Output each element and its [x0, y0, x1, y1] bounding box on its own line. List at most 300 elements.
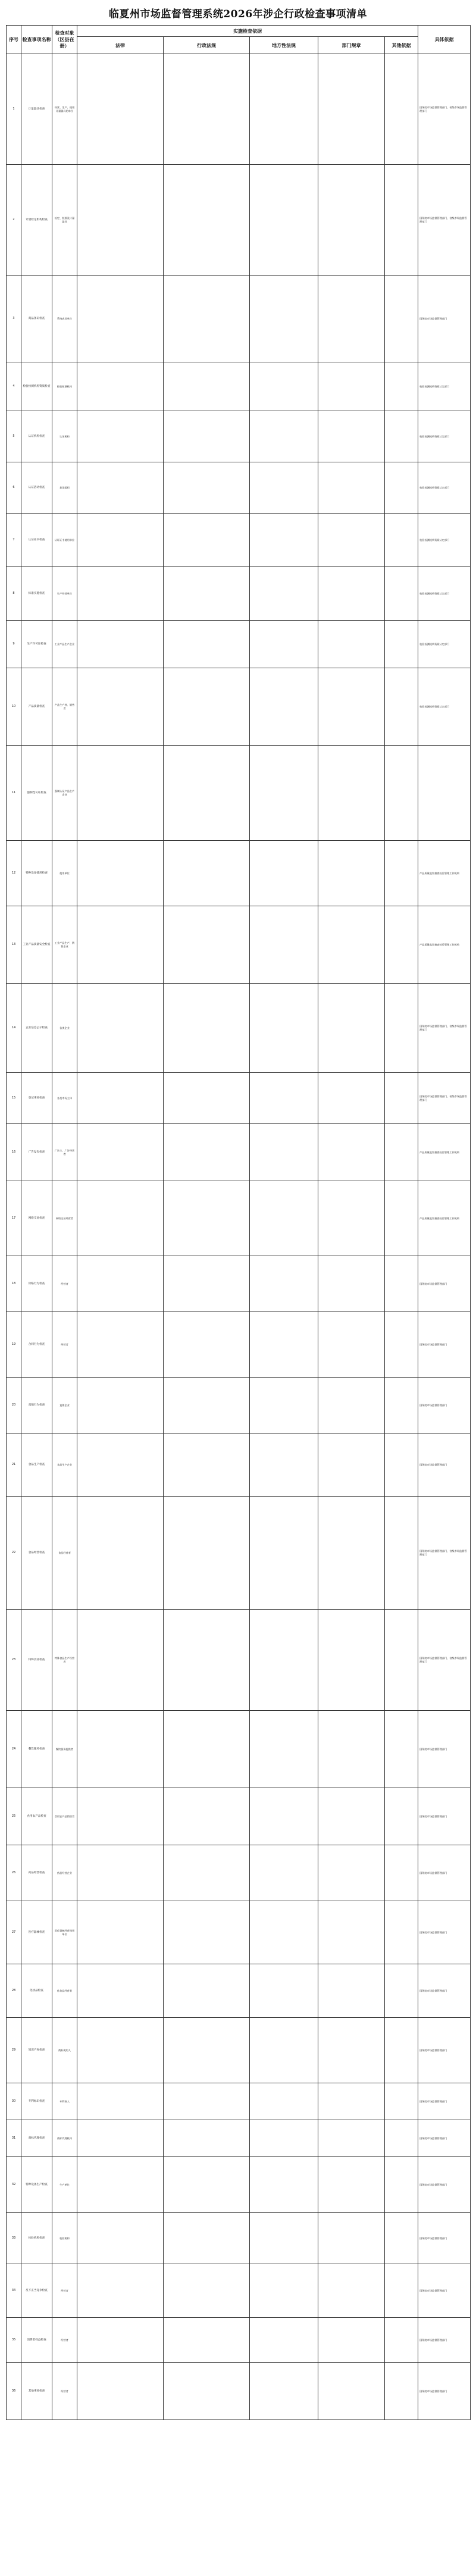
row-specific-basis: 国务院市场监督管理部门、省级市场监督管理部门	[418, 1073, 471, 1124]
row-number: 36	[7, 2363, 21, 2420]
row-admin-regulation	[164, 514, 250, 567]
row-local-regulation	[250, 1497, 318, 1610]
table-row	[7, 1073, 471, 1124]
document-title: 临夏州市场监督管理系统2026年涉企行政检查事项清单	[108, 8, 368, 20]
row-item-name: 消费者权益检查	[21, 2318, 52, 2363]
row-other-basis	[385, 1845, 418, 1901]
row-object-type: 获证组织	[52, 462, 77, 514]
row-dept-rule	[318, 1433, 385, 1497]
row-number: 12	[7, 841, 21, 906]
row-local-regulation	[250, 1124, 318, 1181]
row-object-type: 使用单位	[52, 841, 77, 906]
row-other-basis	[385, 514, 418, 567]
row-law-basis	[77, 1073, 164, 1124]
row-local-regulation	[250, 1788, 318, 1845]
row-local-regulation	[250, 1312, 318, 1378]
table-row	[7, 2363, 471, 2420]
row-admin-regulation	[164, 567, 250, 621]
row-admin-regulation	[164, 54, 250, 165]
row-item-name: 知识产权检查	[21, 2018, 52, 2083]
row-dept-rule	[318, 276, 385, 362]
row-local-regulation	[250, 1711, 318, 1788]
table-row	[7, 906, 471, 984]
row-object-type: 检验检测机构	[52, 362, 77, 411]
row-law-basis	[77, 1788, 164, 1845]
row-object-type: 系统成员单位	[52, 276, 77, 362]
row-item-name: 产品质量检查	[21, 668, 52, 746]
row-law-basis	[77, 2083, 164, 2120]
row-law-basis	[77, 362, 164, 411]
row-law-basis	[77, 2363, 164, 2420]
header-admin: 行政法规	[164, 37, 250, 54]
row-item-name: 特种设备使用检查	[21, 841, 52, 906]
row-local-regulation	[250, 2213, 318, 2264]
row-admin-regulation	[164, 2318, 250, 2363]
table-row	[7, 1124, 471, 1181]
row-item-name: 价格行为检查	[21, 1256, 52, 1312]
row-object-type: 经营者	[52, 2264, 77, 2318]
header-basis: 法律	[77, 37, 164, 54]
row-item-name: 生产许可证检查	[21, 621, 52, 668]
row-object-type: 商标代理机构	[52, 2120, 77, 2157]
header-type: 检查对象（区县在册）	[52, 26, 77, 54]
table-row	[7, 2120, 471, 2157]
table-row	[7, 1845, 471, 1901]
row-law-basis	[77, 1497, 164, 1610]
row-law-basis	[77, 165, 164, 276]
row-dept-rule	[318, 1312, 385, 1378]
row-other-basis	[385, 567, 418, 621]
row-law-basis	[77, 1610, 164, 1711]
row-dept-rule	[318, 668, 385, 746]
header-dept: 部门规章	[318, 37, 385, 54]
row-local-regulation	[250, 1181, 318, 1256]
table-row	[7, 1964, 471, 2018]
header-remark: 其他依据	[385, 37, 418, 54]
row-law-basis	[77, 2318, 164, 2363]
table-row	[7, 668, 471, 746]
row-admin-regulation	[164, 1312, 250, 1378]
row-item-name: 认证机构检查	[21, 411, 52, 462]
row-other-basis	[385, 2083, 418, 2120]
row-admin-regulation	[164, 1711, 250, 1788]
table-row	[7, 2083, 471, 2120]
row-other-basis	[385, 2120, 418, 2157]
row-object-type: 产品生产者、销售者	[52, 668, 77, 746]
row-other-basis	[385, 1181, 418, 1256]
row-number: 14	[7, 984, 21, 1073]
row-other-basis	[385, 462, 418, 514]
row-admin-regulation	[164, 2363, 250, 2420]
row-dept-rule	[318, 2363, 385, 2420]
row-local-regulation	[250, 621, 318, 668]
row-law-basis	[77, 1964, 164, 2018]
row-admin-regulation	[164, 746, 250, 841]
row-other-basis	[385, 276, 418, 362]
table-row	[7, 621, 471, 668]
table-row	[7, 746, 471, 841]
row-specific-basis: 国务院市场监督管理部门	[418, 1711, 471, 1788]
row-object-type: 生产经营单位	[52, 567, 77, 621]
row-number: 31	[7, 2120, 21, 2157]
row-local-regulation	[250, 746, 318, 841]
row-local-regulation	[250, 1433, 318, 1497]
row-number: 7	[7, 514, 21, 567]
table-row	[7, 1256, 471, 1312]
row-specific-basis: 国务院市场监督管理部门	[418, 1378, 471, 1433]
row-object-type: 化妆品经营者	[52, 1964, 77, 2018]
row-specific-basis: 检验检测机构资质认定部门	[418, 567, 471, 621]
row-dept-rule	[318, 2318, 385, 2363]
row-specific-basis: 国务院市场监督管理部门	[418, 2083, 471, 2120]
row-law-basis	[77, 841, 164, 906]
row-admin-regulation	[164, 276, 250, 362]
row-other-basis	[385, 1073, 418, 1124]
row-item-name: 商标代理检查	[21, 2120, 52, 2157]
row-admin-regulation	[164, 411, 250, 462]
row-item-name: 食品经营检查	[21, 1497, 52, 1610]
row-other-basis	[385, 1312, 418, 1378]
row-other-basis	[385, 841, 418, 906]
row-item-name: 计量器具检查	[21, 54, 52, 165]
row-object-type: 工业产品生产企业	[52, 621, 77, 668]
row-law-basis	[77, 2213, 164, 2264]
row-local-regulation	[250, 984, 318, 1073]
row-law-basis	[77, 1845, 164, 1901]
row-local-regulation	[250, 906, 318, 984]
row-specific-basis: 国务院市场监督管理部门	[418, 1901, 471, 1964]
row-dept-rule	[318, 411, 385, 462]
table-row	[7, 1181, 471, 1256]
row-number: 23	[7, 1610, 21, 1711]
row-number: 26	[7, 1845, 21, 1901]
header-name: 检查事项名称	[21, 26, 52, 54]
row-local-regulation	[250, 411, 318, 462]
row-local-regulation	[250, 1901, 318, 1964]
table-row	[7, 1497, 471, 1610]
table-row	[7, 2157, 471, 2213]
row-law-basis	[77, 746, 164, 841]
row-other-basis	[385, 668, 418, 746]
row-dept-rule	[318, 1181, 385, 1256]
row-dept-rule	[318, 2157, 385, 2213]
row-object-type: 检定、校准及计量器具	[52, 165, 77, 276]
row-other-basis	[385, 1433, 418, 1497]
row-item-name: 餐饮服务检查	[21, 1711, 52, 1788]
row-local-regulation	[250, 2120, 318, 2157]
row-object-type: 商标使用人	[52, 2018, 77, 2083]
row-item-name: 标准实施检查	[21, 567, 52, 621]
row-item-name: 合同行为检查	[21, 1312, 52, 1378]
row-dept-rule	[318, 165, 385, 276]
row-object-type: 特殊食品生产经营者	[52, 1610, 77, 1711]
row-law-basis	[77, 1312, 164, 1378]
row-object-type: 认证机构	[52, 411, 77, 462]
row-other-basis	[385, 1711, 418, 1788]
row-item-name: 检验检测机构资质检查	[21, 362, 52, 411]
row-dept-rule	[318, 2120, 385, 2157]
row-number: 25	[7, 1788, 21, 1845]
row-local-regulation	[250, 1073, 318, 1124]
row-other-basis	[385, 1378, 418, 1433]
row-item-name: 特种设备生产检查	[21, 2157, 52, 2213]
table-header	[7, 26, 471, 54]
row-law-basis	[77, 906, 164, 984]
row-law-basis	[77, 621, 164, 668]
row-dept-rule	[318, 462, 385, 514]
row-dept-rule	[318, 2083, 385, 2120]
row-number: 20	[7, 1378, 21, 1433]
header-no: 序号	[7, 26, 21, 54]
row-specific-basis: 国务院市场监督管理部门、省级市场监督管理部门	[418, 984, 471, 1073]
row-object-type: 药品经营企业	[52, 1845, 77, 1901]
row-object-type: 网络交易经营者	[52, 1181, 77, 1256]
table-row	[7, 567, 471, 621]
table-row	[7, 2018, 471, 2083]
row-admin-regulation	[164, 165, 250, 276]
row-dept-rule	[318, 54, 385, 165]
row-local-regulation	[250, 2264, 318, 2318]
row-other-basis	[385, 1901, 418, 1964]
row-item-name: 专利标识检查	[21, 2083, 52, 2120]
row-local-regulation	[250, 2318, 318, 2363]
row-specific-basis: 国务院市场监督管理部门、省级市场监督管理部门	[418, 1497, 471, 1610]
row-specific-basis: 检验检测机构资质认定部门	[418, 514, 471, 567]
row-local-regulation	[250, 54, 318, 165]
row-admin-regulation	[164, 2018, 250, 2083]
table-row	[7, 1433, 471, 1497]
row-item-name: 检验机构检查	[21, 2213, 52, 2264]
row-item-name: 登记事项检查	[21, 1073, 52, 1124]
row-other-basis	[385, 621, 418, 668]
table-row	[7, 514, 471, 567]
row-law-basis	[77, 2157, 164, 2213]
row-local-regulation	[250, 165, 318, 276]
row-law-basis	[77, 2018, 164, 2083]
row-local-regulation	[250, 841, 318, 906]
row-number: 17	[7, 1181, 21, 1256]
row-object-type: 认证证书使用单位	[52, 514, 77, 567]
row-object-type: 各类企业	[52, 984, 77, 1073]
table-row	[7, 1312, 471, 1378]
row-item-name: 计量检定机构检查	[21, 165, 52, 276]
row-specific-basis: 检验检测机构资质认定部门	[418, 411, 471, 462]
row-local-regulation	[250, 514, 318, 567]
row-admin-regulation	[164, 1788, 250, 1845]
row-specific-basis: 国务院市场监督管理部门	[418, 1964, 471, 2018]
row-admin-regulation	[164, 906, 250, 984]
row-number: 16	[7, 1124, 21, 1181]
row-dept-rule	[318, 2213, 385, 2264]
row-local-regulation	[250, 462, 318, 514]
table-row	[7, 411, 471, 462]
row-dept-rule	[318, 621, 385, 668]
row-number: 2	[7, 165, 21, 276]
row-object-type: 经营者	[52, 2318, 77, 2363]
row-specific-basis: 国务院市场监督管理部门、省级市场监督管理部门	[418, 165, 471, 276]
row-law-basis	[77, 462, 164, 514]
row-dept-rule	[318, 1788, 385, 1845]
header-basis-group: 实施检查依据	[77, 26, 418, 37]
row-object-type: 生产单位	[52, 2157, 77, 2213]
row-admin-regulation	[164, 1124, 250, 1181]
row-admin-regulation	[164, 1964, 250, 2018]
row-number: 3	[7, 276, 21, 362]
row-admin-regulation	[164, 668, 250, 746]
row-admin-regulation	[164, 2083, 250, 2120]
table-row	[7, 2213, 471, 2264]
row-other-basis	[385, 2264, 418, 2318]
row-other-basis	[385, 2213, 418, 2264]
row-other-basis	[385, 1964, 418, 2018]
row-number: 1	[7, 54, 21, 165]
table-row	[7, 984, 471, 1073]
row-admin-regulation	[164, 462, 250, 514]
row-number: 19	[7, 1312, 21, 1378]
table-row	[7, 1711, 471, 1788]
row-law-basis	[77, 567, 164, 621]
row-admin-regulation	[164, 1256, 250, 1312]
row-specific-basis: 产品质量监督抽查检验管理工作机构	[418, 841, 471, 906]
row-admin-regulation	[164, 1901, 250, 1964]
table-row	[7, 276, 471, 362]
table-row	[7, 362, 471, 411]
row-specific-basis: 国务院市场监督管理部门	[418, 2318, 471, 2363]
row-law-basis	[77, 1256, 164, 1312]
row-other-basis	[385, 2363, 418, 2420]
row-local-regulation	[250, 2157, 318, 2213]
row-item-name: 认证证书检查	[21, 514, 52, 567]
row-specific-basis: 产品质量监督抽查检验管理工作机构	[418, 1181, 471, 1256]
row-law-basis	[77, 668, 164, 746]
row-dept-rule	[318, 1901, 385, 1964]
row-number: 15	[7, 1073, 21, 1124]
row-number: 10	[7, 668, 21, 746]
row-other-basis	[385, 165, 418, 276]
row-number: 35	[7, 2318, 21, 2363]
row-object-type: 经营、生产、使用计量器具的单位	[52, 54, 77, 165]
row-specific-basis: 国务院市场监督管理部门	[418, 1788, 471, 1845]
row-number: 28	[7, 1964, 21, 2018]
row-number: 8	[7, 567, 21, 621]
table-row	[7, 165, 471, 276]
row-law-basis	[77, 1181, 164, 1256]
row-local-regulation	[250, 1845, 318, 1901]
row-law-basis	[77, 1378, 164, 1433]
row-other-basis	[385, 2157, 418, 2213]
row-other-basis	[385, 1788, 418, 1845]
table-row	[7, 1378, 471, 1433]
row-specific-basis: 国务院市场监督管理部门	[418, 2363, 471, 2420]
row-admin-regulation	[164, 1610, 250, 1711]
row-admin-regulation	[164, 984, 250, 1073]
row-object-type: 经营者	[52, 2363, 77, 2420]
row-dept-rule	[318, 567, 385, 621]
row-number: 4	[7, 362, 21, 411]
table-row	[7, 1610, 471, 1711]
row-item-name: 医疗器械检查	[21, 1901, 52, 1964]
row-other-basis	[385, 906, 418, 984]
row-local-regulation	[250, 276, 318, 362]
row-local-regulation	[250, 362, 318, 411]
row-number: 13	[7, 906, 21, 984]
row-law-basis	[77, 1433, 164, 1497]
row-dept-rule	[318, 1845, 385, 1901]
row-admin-regulation	[164, 1181, 250, 1256]
row-admin-regulation	[164, 2157, 250, 2213]
table-row	[7, 1788, 471, 1845]
row-item-name: 商品条码检查	[21, 276, 52, 362]
row-admin-regulation	[164, 1497, 250, 1610]
row-admin-regulation	[164, 2264, 250, 2318]
row-number: 33	[7, 2213, 21, 2264]
row-item-name: 企业信息公示检查	[21, 984, 52, 1073]
row-item-name: 网络交易检查	[21, 1181, 52, 1256]
row-law-basis	[77, 1901, 164, 1964]
row-dept-rule	[318, 746, 385, 841]
row-dept-rule	[318, 906, 385, 984]
row-item-name: 认证活动检查	[21, 462, 52, 514]
row-local-regulation	[250, 1964, 318, 2018]
row-object-type: 食品经营者	[52, 1497, 77, 1610]
row-object-type: 各类市场主体	[52, 1073, 77, 1124]
row-local-regulation	[250, 2018, 318, 2083]
row-specific-basis: 产品质量监督抽查检验管理工作机构	[418, 1124, 471, 1181]
row-local-regulation	[250, 567, 318, 621]
row-number: 30	[7, 2083, 21, 2120]
row-number: 18	[7, 1256, 21, 1312]
row-dept-rule	[318, 362, 385, 411]
row-dept-rule	[318, 1610, 385, 1711]
row-object-type: 强制认证产品生产企业	[52, 746, 77, 841]
row-law-basis	[77, 2120, 164, 2157]
row-dept-rule	[318, 2264, 385, 2318]
table-row	[7, 1901, 471, 1964]
row-law-basis	[77, 984, 164, 1073]
row-local-regulation	[250, 2083, 318, 2120]
row-item-name: 特殊食品检查	[21, 1610, 52, 1711]
row-number: 21	[7, 1433, 21, 1497]
row-dept-rule	[318, 1964, 385, 2018]
row-number: 11	[7, 746, 21, 841]
row-object-type: 经营者	[52, 1256, 77, 1312]
row-dept-rule	[318, 1711, 385, 1788]
row-dept-rule	[318, 1378, 385, 1433]
row-dept-rule	[318, 514, 385, 567]
row-specific-basis: 检验检测机构资质认定部门	[418, 668, 471, 746]
row-object-type: 食用农产品销售者	[52, 1788, 77, 1845]
row-object-type: 工业产品生产、销售企业	[52, 906, 77, 984]
row-other-basis	[385, 746, 418, 841]
row-specific-basis: 国务院市场监督管理部门	[418, 276, 471, 362]
row-local-regulation	[250, 1610, 318, 1711]
row-admin-regulation	[164, 2120, 250, 2157]
row-number: 34	[7, 2264, 21, 2318]
row-specific-basis	[418, 746, 471, 841]
row-specific-basis: 国务院市场监督管理部门	[418, 2120, 471, 2157]
row-admin-regulation	[164, 1378, 250, 1433]
row-admin-regulation	[164, 2213, 250, 2264]
row-item-name: 直销行为检查	[21, 1378, 52, 1433]
row-specific-basis: 国务院市场监督管理部门	[418, 1845, 471, 1901]
row-item-name: 化妆品检查	[21, 1964, 52, 2018]
row-other-basis	[385, 411, 418, 462]
row-number: 29	[7, 2018, 21, 2083]
row-object-type: 医疗器械经营使用单位	[52, 1901, 77, 1964]
row-number: 5	[7, 411, 21, 462]
row-specific-basis: 国务院市场监督管理部门	[418, 2264, 471, 2318]
row-local-regulation	[250, 668, 318, 746]
